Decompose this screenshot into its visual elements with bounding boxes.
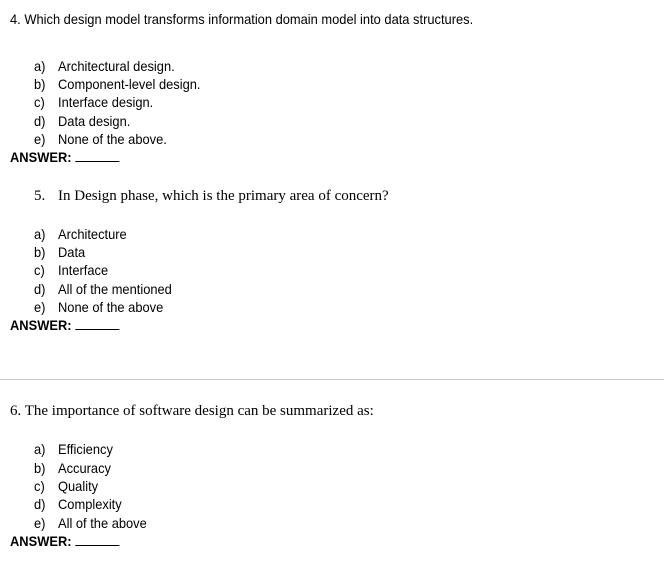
option-text: None of the above. — [58, 131, 167, 147]
question-6-text: 6. The importance of software design can be summarized as: — [10, 403, 374, 419]
option-letter: a) — [34, 58, 46, 74]
question-6-answer — [10, 533, 119, 549]
question-5-text: In Design phase, which is the primary area of concern? — [58, 188, 389, 204]
option-text: Interface design. — [58, 94, 154, 110]
question-5-answer — [10, 317, 119, 333]
option-letter: a) — [34, 226, 46, 242]
option-text: Data — [58, 244, 86, 260]
answer-label: ANSWER: — [10, 317, 72, 333]
answer-label: ANSWER: — [10, 149, 72, 165]
option-letter: c) — [34, 478, 45, 494]
option-text: All of the mentioned — [58, 281, 172, 297]
option-text: Component-level design. — [58, 76, 201, 92]
option-letter: b) — [34, 460, 46, 476]
option-letter: d) — [34, 496, 46, 512]
option-letter: e) — [34, 131, 46, 147]
option-text: None of the above — [58, 299, 164, 315]
answer-blank — [75, 533, 119, 546]
option-letter: d) — [34, 113, 46, 129]
question-5-number: 5. — [34, 188, 46, 204]
option-letter: e) — [34, 515, 46, 531]
option-text: Interface — [58, 262, 109, 278]
option-text: Accuracy — [58, 460, 111, 476]
option-text: Architecture — [58, 226, 127, 242]
answer-label: ANSWER: — [10, 533, 72, 549]
option-letter: d) — [34, 281, 46, 297]
option-letter: c) — [34, 262, 45, 278]
option-text: Efficiency — [58, 441, 113, 457]
option-letter: b) — [34, 76, 46, 92]
page-divider — [0, 379, 664, 380]
option-letter: e) — [34, 299, 46, 315]
answer-blank — [75, 149, 119, 162]
option-text: Data design. — [58, 113, 131, 129]
answer-blank — [75, 317, 119, 330]
option-text: All of the above — [58, 515, 147, 531]
option-letter: c) — [34, 94, 45, 110]
option-text: Architectural design. — [58, 58, 175, 74]
option-letter: a) — [34, 441, 46, 457]
option-text: Quality — [58, 478, 99, 494]
question-4-text: 4. Which design model transforms information domain model into data structures. — [10, 11, 474, 27]
option-letter: b) — [34, 244, 46, 260]
question-4-answer — [10, 149, 119, 165]
option-text: Complexity — [58, 496, 122, 512]
